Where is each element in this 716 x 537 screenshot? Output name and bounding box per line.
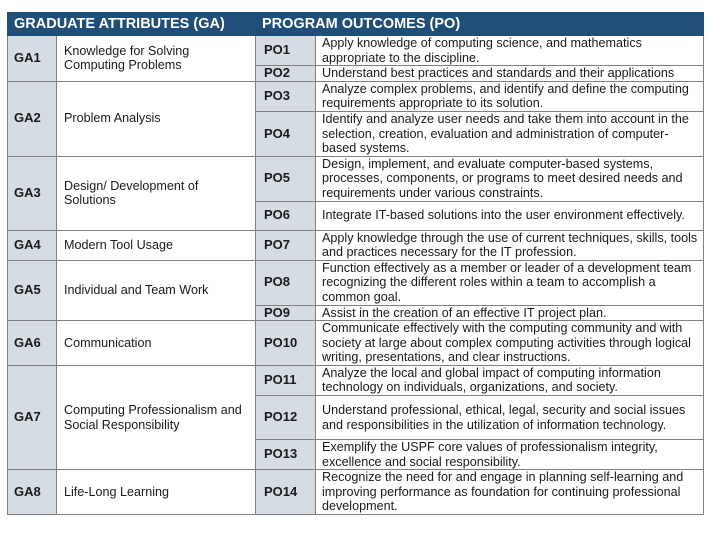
po-code-cell: PO12	[256, 396, 316, 440]
header-graduate-attributes: GRADUATE ATTRIBUTES (GA)	[8, 13, 256, 36]
po-code-cell: PO8	[256, 260, 316, 305]
ga-code-cell: GA5	[8, 260, 57, 320]
po-code-cell: PO3	[256, 81, 316, 111]
table-row	[8, 365, 704, 395]
po-description-cell: Assist in the creation of an effective IT project plan.	[316, 305, 704, 321]
table-row	[8, 36, 704, 66]
ga-code-cell: GA3	[8, 156, 57, 230]
ga-code-cell: GA8	[8, 470, 57, 515]
ga-code-cell: GA6	[8, 321, 57, 366]
po-description-cell: Understand professional, ethical, legal, security and social issues and responsibilities in the utilization of information technology.	[316, 396, 704, 440]
po-description-cell: Analyze complex problems, and identify and define the computing requirements appropriate to its solution.	[316, 81, 704, 111]
po-code-cell: PO14	[256, 470, 316, 515]
ga-name-cell: Modern Tool Usage	[57, 230, 256, 260]
po-description-cell: Identify and analyze user needs and take them into account in the selection, creation, evaluation and administration of computer-based systems.	[316, 111, 704, 156]
ga-po-mapping-table	[7, 12, 704, 515]
po-code-cell: PO6	[256, 201, 316, 230]
ga-name-cell: Knowledge for Solving Computing Problems	[57, 36, 256, 82]
po-description-cell: Function effectively as a member or leader of a development team recognizing the different roles within a team to accomplish a common goal.	[316, 260, 704, 305]
po-code-cell: PO2	[256, 66, 316, 82]
po-code-cell: PO11	[256, 365, 316, 395]
po-code-cell: PO4	[256, 111, 316, 156]
po-description-cell: Integrate IT-based solutions into the user environment effectively.	[316, 201, 704, 230]
po-description-cell: Design, implement, and evaluate computer-based systems, processes, components, or programs to meet desired needs and requirements under various constraints.	[316, 156, 704, 201]
po-description-cell: Understand best practices and standards and their applications	[316, 66, 704, 82]
ga-name-cell: Computing Professionalism and Social Responsibility	[57, 365, 256, 469]
table-row	[8, 81, 704, 111]
table-row	[8, 230, 704, 260]
table-row	[8, 260, 704, 305]
po-code-cell: PO5	[256, 156, 316, 201]
table-header-row	[8, 13, 704, 36]
po-code-cell: PO1	[256, 36, 316, 66]
ga-code-cell: GA7	[8, 365, 57, 469]
table-row	[8, 156, 704, 201]
po-description-cell: Apply knowledge through the use of current techniques, skills, tools and practices necessary for the IT profession.	[316, 230, 704, 260]
po-description-cell: Recognize the need for and engage in planning self-learning and improving performance as foundation for continuing professional development.	[316, 470, 704, 515]
ga-code-cell: GA4	[8, 230, 57, 260]
header-program-outcomes: PROGRAM OUTCOMES (PO)	[256, 13, 704, 36]
ga-name-cell: Communication	[57, 321, 256, 366]
ga-name-cell: Design/ Development of Solutions	[57, 156, 256, 230]
po-description-cell: Communicate effectively with the computing community and with society at large about complex computing activities through logical writing, presentations, and clear instructions.	[316, 321, 704, 366]
table-row	[8, 321, 704, 366]
po-code-cell: PO13	[256, 440, 316, 470]
po-code-cell: PO9	[256, 305, 316, 321]
table-row	[8, 470, 704, 515]
ga-name-cell: Individual and Team Work	[57, 260, 256, 320]
po-description-cell: Analyze the local and global impact of computing information technology on individuals, organizations, and society.	[316, 365, 704, 395]
ga-code-cell: GA2	[8, 81, 57, 156]
po-description-cell: Apply knowledge of computing science, and mathematics appropriate to the discipline.	[316, 36, 704, 66]
table-body	[8, 36, 704, 515]
ga-name-cell: Problem Analysis	[57, 81, 256, 156]
po-code-cell: PO7	[256, 230, 316, 260]
ga-po-mapping-table-container	[7, 12, 703, 515]
po-code-cell: PO10	[256, 321, 316, 366]
ga-name-cell: Life-Long Learning	[57, 470, 256, 515]
ga-code-cell: GA1	[8, 36, 57, 82]
po-description-cell: Exemplify the USPF core values of professionalism integrity, excellence and social responsibility.	[316, 440, 704, 470]
